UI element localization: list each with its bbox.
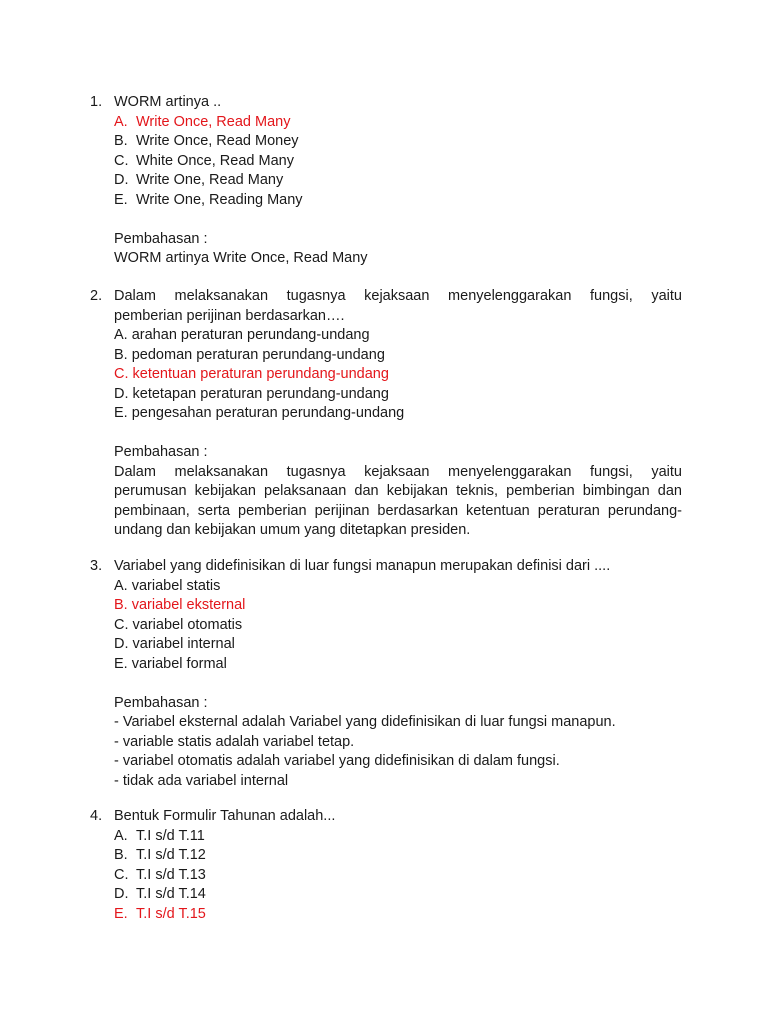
option-b bbox=[114, 846, 682, 866]
option-d: D. ketetapan peraturan perundang-undang bbox=[114, 385, 389, 402]
option-text: T.I s/d T.12 bbox=[136, 847, 206, 863]
question-number: 3. bbox=[90, 558, 103, 574]
discussion-text: - tidak ada variabel internal bbox=[114, 772, 289, 789]
option-text: T.I s/d T.14 bbox=[136, 886, 206, 902]
discussion-text: perumusan kebijakan pelaksanaan dan kebijakan teknis, pemberian bimbingan dan bbox=[114, 483, 682, 499]
option-e: E. pengesahan peraturan perundang-undang bbox=[114, 405, 405, 421]
question-1 bbox=[90, 93, 682, 269]
option-letter: D. bbox=[114, 886, 129, 902]
option-letter: C. bbox=[114, 152, 129, 169]
option-a: A. variabel statis bbox=[114, 577, 221, 594]
question-number: 2. bbox=[90, 288, 103, 304]
option-letter: A. bbox=[114, 113, 128, 130]
discussion-text: - variabel otomatis adalah variabel yang didefinisikan di dalam fungsi. bbox=[114, 753, 560, 769]
option-letter: A. bbox=[114, 827, 128, 844]
discussion-label: Pembahasan : bbox=[114, 694, 208, 711]
option-letter: B. bbox=[114, 133, 128, 149]
question-text: Variabel yang didefinisikan di luar fungsi manapun merupakan definisi dari .... bbox=[114, 558, 611, 574]
option-b bbox=[114, 132, 682, 152]
option-a: A. arahan peraturan perundang-undang bbox=[114, 327, 370, 343]
question-text: Dalam melaksanakan tugasnya kejaksaan menyelenggarakan fungsi, yaitu bbox=[114, 288, 682, 304]
option-e: E. variabel formal bbox=[114, 655, 227, 672]
option-text: Write One, Read Many bbox=[136, 172, 284, 188]
question-4 bbox=[90, 807, 682, 924]
option-text: T.I s/d T.15 bbox=[136, 905, 206, 922]
option-e bbox=[114, 905, 682, 925]
option-letter: D. bbox=[114, 172, 129, 188]
option-text: T.I s/d T.11 bbox=[136, 827, 205, 844]
discussion-label: Pembahasan : bbox=[114, 444, 208, 460]
option-letter: B. bbox=[114, 847, 128, 863]
option-text: Write Once, Read Money bbox=[136, 133, 299, 149]
option-c: C. ketentuan peraturan perundang-undang bbox=[114, 366, 389, 382]
question-2 bbox=[90, 287, 682, 541]
option-b: B. pedoman peraturan perundang-undang bbox=[114, 346, 385, 363]
discussion-text: pembinaan, serta pemberian perijinan berdasarkan ketentuan peraturan perundang- bbox=[114, 502, 682, 519]
option-letter: C. bbox=[114, 866, 129, 883]
option-e bbox=[114, 191, 682, 211]
option-d: D. variabel internal bbox=[114, 636, 235, 652]
option-text: Write Once, Read Many bbox=[136, 113, 291, 130]
option-letter: E. bbox=[114, 191, 128, 208]
question-number: 1. bbox=[90, 94, 103, 110]
question-3 bbox=[90, 557, 682, 791]
option-d bbox=[114, 171, 682, 191]
option-letter: E. bbox=[114, 905, 128, 922]
discussion-text: - Variabel eksternal adalah Variabel yang didefinisikan di luar fungsi manapun. bbox=[114, 714, 616, 730]
discussion-text: Dalam melaksanakan tugasnya kejaksaan menyelenggarakan fungsi, yaitu bbox=[114, 463, 682, 480]
question-text: Bentuk Formulir Tahunan adalah... bbox=[114, 808, 336, 824]
question-number: 4. bbox=[90, 808, 103, 824]
discussion-text: - variable statis adalah variabel tetap. bbox=[114, 733, 355, 750]
question-text: pemberian perijinan berdasarkan…. bbox=[114, 307, 345, 324]
option-b: B. variabel eksternal bbox=[114, 597, 246, 613]
option-c: C. variabel otomatis bbox=[114, 616, 243, 633]
option-text: Write One, Reading Many bbox=[136, 191, 303, 208]
option-d bbox=[114, 885, 682, 905]
option-a bbox=[114, 827, 682, 847]
question-text: WORM artinya .. bbox=[114, 94, 222, 110]
option-c bbox=[114, 866, 682, 886]
discussion-label: Pembahasan : bbox=[114, 230, 208, 247]
discussion-text: undang dan kebijakan umum yang ditetapkan presiden. bbox=[114, 522, 471, 538]
option-text: White Once, Read Many bbox=[136, 152, 294, 169]
option-c bbox=[114, 152, 682, 172]
discussion-text: WORM artinya Write Once, Read Many bbox=[114, 250, 368, 266]
option-text: T.I s/d T.13 bbox=[136, 866, 206, 883]
option-a bbox=[114, 113, 682, 133]
